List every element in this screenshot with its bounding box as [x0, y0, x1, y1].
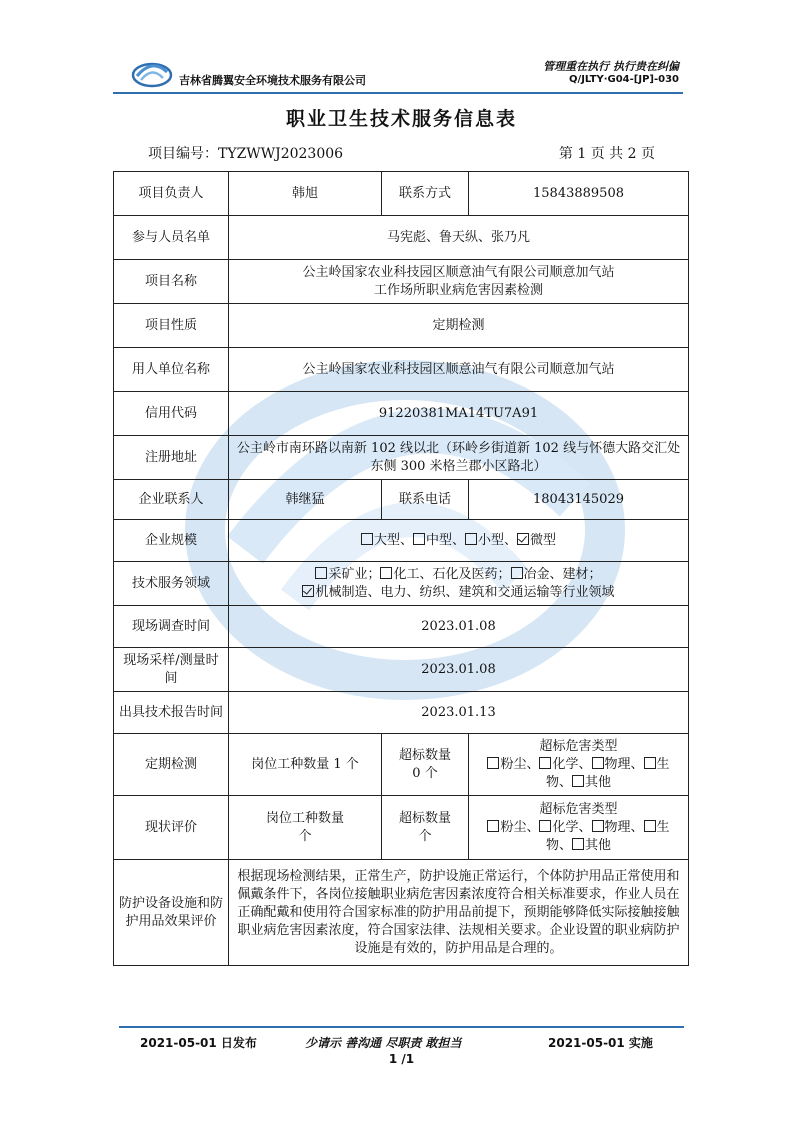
table-row: [114, 648, 689, 692]
company-name: 吉林省腾翼安全环境技术服务有限公司: [179, 74, 366, 87]
status-hazard-other: 其他: [585, 837, 612, 853]
periodic-posts: 岗位工种数量 1 个: [229, 734, 382, 796]
employer-value: 公主岭国家农业科技园区顺意油气有限公司顺意加气站: [229, 348, 689, 392]
footer-page-number: 1 /1: [388, 1052, 415, 1066]
status-hazard-chem: 化学、: [552, 819, 592, 835]
table-row: [114, 480, 689, 520]
status-label: 现状评价: [114, 796, 229, 860]
table-row: [114, 392, 689, 436]
scale-option-micro: 微型: [530, 532, 557, 548]
checkbox-micro-checked[interactable]: [517, 533, 529, 545]
footer-slogan: 少请示 善沟通 尽职责 敢担当: [305, 1036, 462, 1050]
report-time-label: 出具技术报告时间: [114, 692, 229, 734]
address-value: 公主岭市南环路以南新 102 线以北（环岭乡街道新 102 线与怀德大路交汇处东侧 300 米格兰郡小区路北）: [229, 436, 689, 480]
field-option-metallurgy: 冶金、建材；: [523, 566, 602, 582]
footer-divider: [119, 1026, 684, 1028]
checkbox-phys-2[interactable]: [592, 820, 604, 832]
footer-issue-date: 2021-05-01 日发布: [140, 1036, 257, 1050]
footer-effective-date: 2021-05-01 实施: [548, 1036, 653, 1050]
table-row: [114, 734, 689, 796]
periodic-exceed-value: 0 个: [412, 765, 438, 781]
checkbox-metallurgy[interactable]: [511, 567, 523, 579]
members-label: 参与人员名单: [114, 216, 229, 260]
enterprise-contact-label: 企业联系人: [114, 480, 229, 520]
project-name-line2: 工作场所职业病危害因素检测: [373, 282, 543, 298]
table-row: [114, 520, 689, 562]
service-field-line1: [232, 566, 685, 584]
status-posts: [229, 796, 382, 860]
credit-value: 91220381MA14TU7A91: [229, 392, 689, 436]
status-posts-label: 岗位工种数量: [265, 810, 344, 826]
hazard-option-phys: 物理、: [604, 756, 644, 772]
checkbox-dust-2[interactable]: [487, 820, 499, 832]
enterprise-phone-value: 18043145029: [469, 480, 689, 520]
credit-label: 信用代码: [114, 392, 229, 436]
company-motto: 管理重在执行 执行贵在纠偏: [543, 60, 679, 73]
checkbox-large[interactable]: [361, 533, 373, 545]
checkbox-phys[interactable]: [592, 757, 604, 769]
status-hazard-line1: [472, 819, 685, 837]
page-header: [113, 50, 683, 94]
hazard-option-chem: 化学、: [552, 756, 592, 772]
service-field-line2: [232, 584, 685, 602]
hazard-type-label: 超标危害类型: [539, 738, 618, 754]
table-row: [114, 692, 689, 734]
survey-time-label: 现场调查时间: [114, 606, 229, 648]
checkbox-machinery-checked[interactable]: [302, 585, 314, 597]
report-time-value: 2023.01.13: [229, 692, 689, 734]
checkbox-small[interactable]: [465, 533, 477, 545]
checkbox-chem[interactable]: [539, 757, 551, 769]
checkbox-other-2[interactable]: [572, 838, 584, 850]
hazard-options-line2: [472, 774, 685, 792]
table-row: [114, 606, 689, 648]
table-row: [114, 348, 689, 392]
scale-option-small: 小型、: [478, 532, 518, 548]
table-row: [114, 796, 689, 860]
hazard-option-other: 其他: [585, 774, 612, 790]
table-row: [114, 304, 689, 348]
document-code: Q/JLTY·G04-[JP]-030: [569, 74, 679, 85]
service-field-label: 技术服务领域: [114, 562, 229, 606]
nature-label: 项目性质: [114, 304, 229, 348]
table-row: [114, 260, 689, 304]
service-field-options: [229, 562, 689, 606]
hazard-options-line1: [472, 756, 685, 774]
status-exceed-label: 超标数量: [398, 810, 451, 826]
status-hazard-bio-part2: 物、: [545, 837, 572, 853]
table-row: [114, 172, 689, 216]
sampling-time-label: 现场采样/测量时间: [114, 648, 229, 692]
checkbox-medium[interactable]: [413, 533, 425, 545]
checkbox-other[interactable]: [572, 775, 584, 787]
enterprise-contact-value: 韩继猛: [229, 480, 382, 520]
page-indicator: 第 1 页 共 2 页: [558, 146, 655, 162]
table-row: [114, 562, 689, 606]
hazard-option-dust: 粉尘、: [500, 756, 540, 772]
scale-option-medium: 中型、: [425, 532, 465, 548]
checkbox-chemical[interactable]: [380, 567, 392, 579]
scale-option-large: 大型、: [373, 532, 413, 548]
info-table: [113, 171, 689, 966]
employer-label: 用人单位名称: [114, 348, 229, 392]
project-name-label: 项目名称: [114, 260, 229, 304]
status-posts-unit: 个: [298, 828, 312, 844]
nature-value: 定期检测: [229, 304, 689, 348]
project-name-line1: 公主岭国家农业科技园区顺意油气有限公司顺意加气站: [302, 264, 615, 280]
periodic-label: 定期检测: [114, 734, 229, 796]
checkbox-chem-2[interactable]: [539, 820, 551, 832]
members-value: 马宪彪、鲁天纵、张乃凡: [229, 216, 689, 260]
table-row: [114, 216, 689, 260]
status-hazard-type-label: 超标危害类型: [539, 801, 618, 817]
periodic-hazard-types: [469, 734, 689, 796]
status-hazard-dust: 粉尘、: [500, 819, 540, 835]
hazard-option-bio-part1: 生: [656, 756, 670, 772]
field-option-mining: 采矿业；: [328, 566, 381, 582]
checkbox-bio[interactable]: [644, 757, 656, 769]
evaluation-label: 防护设备设施和防护用品效果评价: [114, 860, 229, 966]
scale-options: [229, 520, 689, 562]
status-exceed-unit: 个: [418, 828, 432, 844]
field-option-machinery: 机械制造、电力、纺织、建筑和交通运输等行业领域: [315, 584, 615, 600]
survey-time-value: 2023.01.08: [229, 606, 689, 648]
address-label: 注册地址: [114, 436, 229, 480]
checkbox-mining[interactable]: [315, 567, 327, 579]
checkbox-dust[interactable]: [487, 757, 499, 769]
field-option-chemical: 化工、石化及医药；: [393, 566, 511, 582]
leader-value: 韩旭: [229, 172, 382, 216]
sampling-time-value: 2023.01.08: [229, 648, 689, 692]
page-title: 职业卫生技术服务信息表: [285, 108, 517, 130]
scale-label: 企业规模: [114, 520, 229, 562]
status-hazard-types: [469, 796, 689, 860]
status-hazard-bio-part1: 生: [656, 819, 670, 835]
leader-label: 项目负责人: [114, 172, 229, 216]
contact-value: 15843889508: [469, 172, 689, 216]
project-number: 项目编号：TYZWWJ2023006: [148, 146, 344, 162]
hazard-option-bio-part2: 物、: [545, 774, 572, 790]
status-hazard-line2: [472, 837, 685, 855]
status-hazard-phys: 物理、: [604, 819, 644, 835]
status-exceed: [382, 796, 469, 860]
table-row: [114, 860, 689, 966]
periodic-exceed-label: 超标数量: [398, 747, 451, 763]
enterprise-phone-label: 联系电话: [382, 480, 469, 520]
periodic-exceed: [382, 734, 469, 796]
contact-label: 联系方式: [382, 172, 469, 216]
table-row: [114, 436, 689, 480]
project-name-value: [229, 260, 689, 304]
evaluation-value: 根据现场检测结果，正常生产，防护设施正常运行，个体防护用品正常使用和佩戴条件下，各岗位接触职业病危害因素浓度符合相关标准要求，作业人员在正确配戴和使用符合国家标准的防护用品前提下，预期能够降低实际接触接触职业病危害因素浓度，符合国家法律、法规相关要求。企业设置的职业病防护设施是有效的，防护用品是合理的。: [229, 860, 689, 966]
checkbox-bio-2[interactable]: [644, 820, 656, 832]
company-logo-icon: [131, 58, 173, 88]
